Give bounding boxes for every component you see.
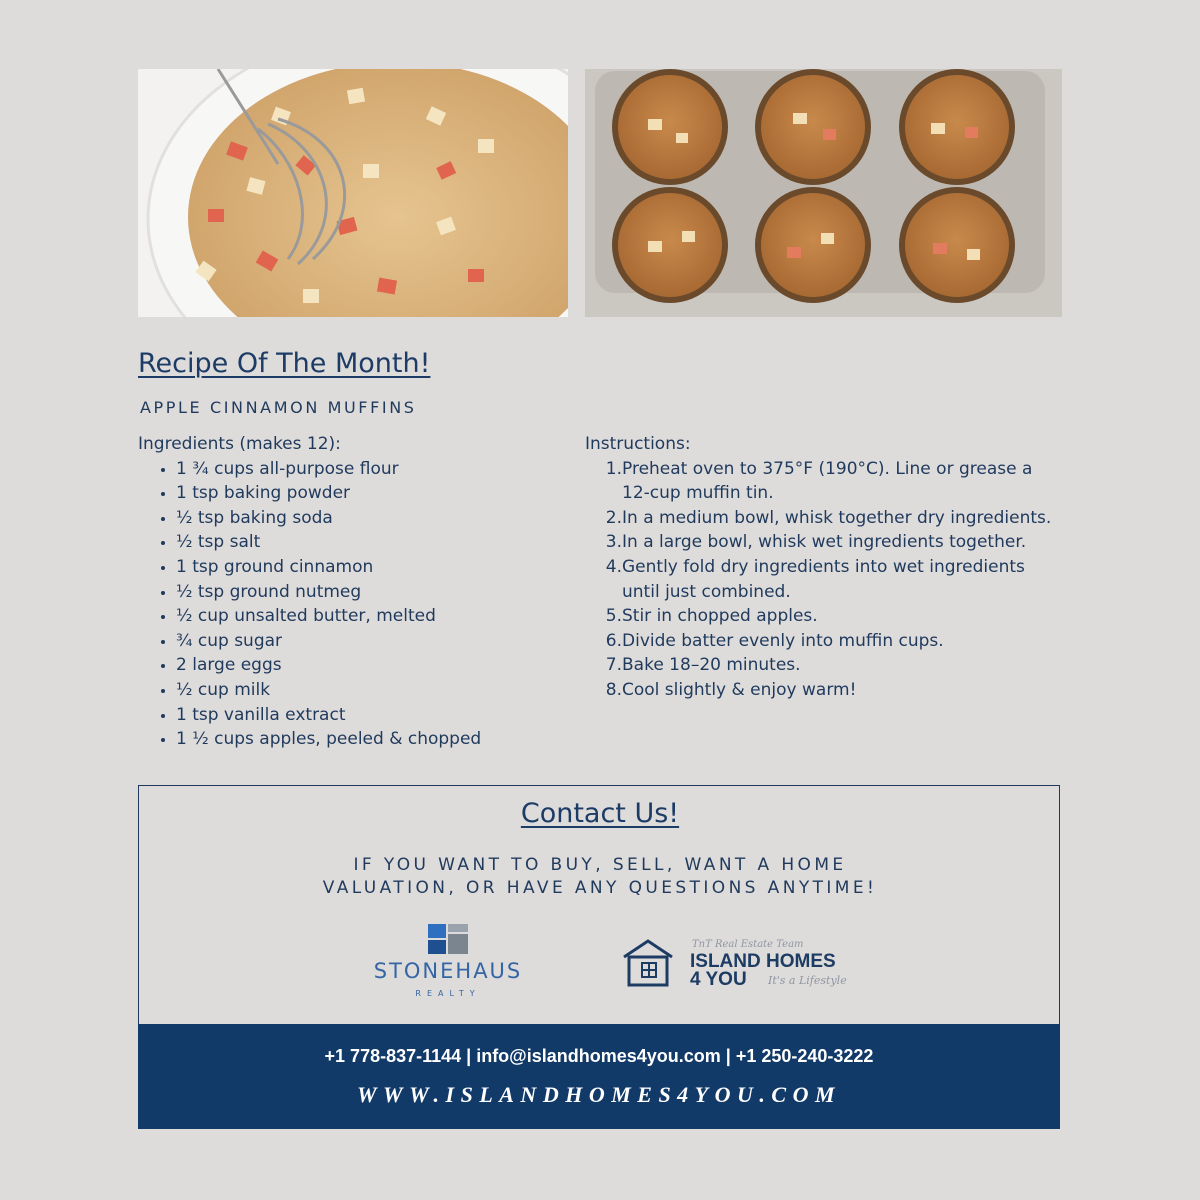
step-number: 2. [605,507,622,528]
instruction-step [585,506,1055,531]
muffin-tin-image [585,69,1062,317]
stonehaus-sub: REALTY [415,989,481,998]
muffin-tin-photo [585,69,1062,317]
ingredient-item: • 2 large eggs [176,653,568,678]
instruction-step [585,457,1055,506]
step-text: Preheat oven to 375°F (190°C). Line or grease a 12-cup muffin tin. [622,458,1033,504]
island-line-1: ISLAND HOMES [690,951,836,972]
step-text: Bake 18–20 minutes. [622,655,801,676]
island-line-2: 4 YOU [690,969,747,990]
ingredient-item: • ½ tsp salt [176,530,568,555]
instruction-step [585,530,1055,555]
ingredients-section [138,432,568,752]
step-text: In a large bowl, whisk wet ingredients together. [622,532,1027,553]
recipe-section-title: Recipe Of The Month! [138,348,431,379]
footer-contact-details[interactable]: +1 778-837-1144 | info@islandhomes4you.com | +1 250-240-3222 [324,1046,874,1066]
instruction-step [585,604,1055,629]
island-homes-logo [620,935,880,990]
ingredients-list [138,457,568,752]
island-tagline: It's a Lifestyle [768,974,847,987]
step-text: In a medium bowl, whisk together dry ingredients. [622,507,1052,528]
contact-title: Contact Us! [520,798,680,829]
instructions-list [585,457,1055,703]
step-number: 8. [605,679,622,700]
house-icon [624,941,672,985]
contact-message-line-2: VALUATION, OR HAVE ANY QUESTIONS ANYTIME! [322,878,878,898]
footer-website-link[interactable]: WWW.ISLANDHOMES4YOU.COM [356,1082,842,1107]
stonehaus-name: STONEHAUS [373,959,523,983]
ingredients-heading: Ingredients (makes 12): [138,434,341,454]
step-number: 4. [605,556,622,577]
stonehaus-realty-logo [350,922,546,998]
contact-footer [138,1024,1060,1129]
instruction-step [585,555,1055,604]
step-text: Divide batter evenly into muffin cups. [622,630,944,651]
ingredient-item: • 1 ½ cups apples, peeled & chopped [176,727,568,752]
ingredient-item: • ½ cup unsalted butter, melted [176,604,568,629]
ingredient-item: • ¾ cup sugar [176,629,568,654]
step-number: 1. [605,458,622,479]
ingredient-item: • 1 ¾ cups all-purpose flour [176,457,568,482]
contact-message-line-1: IF YOU WANT TO BUY, SELL, WANT A HOME [353,855,847,875]
instruction-step [585,653,1055,678]
ingredient-item: • 1 tsp vanilla extract [176,703,568,728]
ingredient-item: • 1 tsp baking powder [176,481,568,506]
muffin-batter-photo [138,69,568,317]
instructions-section [585,432,1055,703]
stonehaus-mark-icon [428,924,468,954]
instruction-step [585,678,1055,703]
step-text: Stir in chopped apples. [622,606,818,627]
ingredient-item: • ½ tsp ground nutmeg [176,580,568,605]
step-number: 7. [605,655,622,676]
step-number: 5. [605,606,622,627]
ingredient-item: • 1 tsp ground cinnamon [176,555,568,580]
recipe-name: APPLE CINNAMON MUFFINS [140,398,417,417]
instruction-step [585,629,1055,654]
ingredient-item: • ½ tsp baking soda [176,506,568,531]
step-number: 3. [605,532,622,553]
island-team-name: TnT Real Estate Team [692,939,804,950]
instructions-heading: Instructions: [585,434,691,454]
ingredient-item: • ½ cup milk [176,678,568,703]
step-text: Cool slightly & enjoy warm! [622,679,857,700]
muffin-batter-image [138,69,568,317]
step-text: Gently fold dry ingredients into wet ingredients until just combined. [622,556,1025,602]
step-number: 6. [605,630,622,651]
